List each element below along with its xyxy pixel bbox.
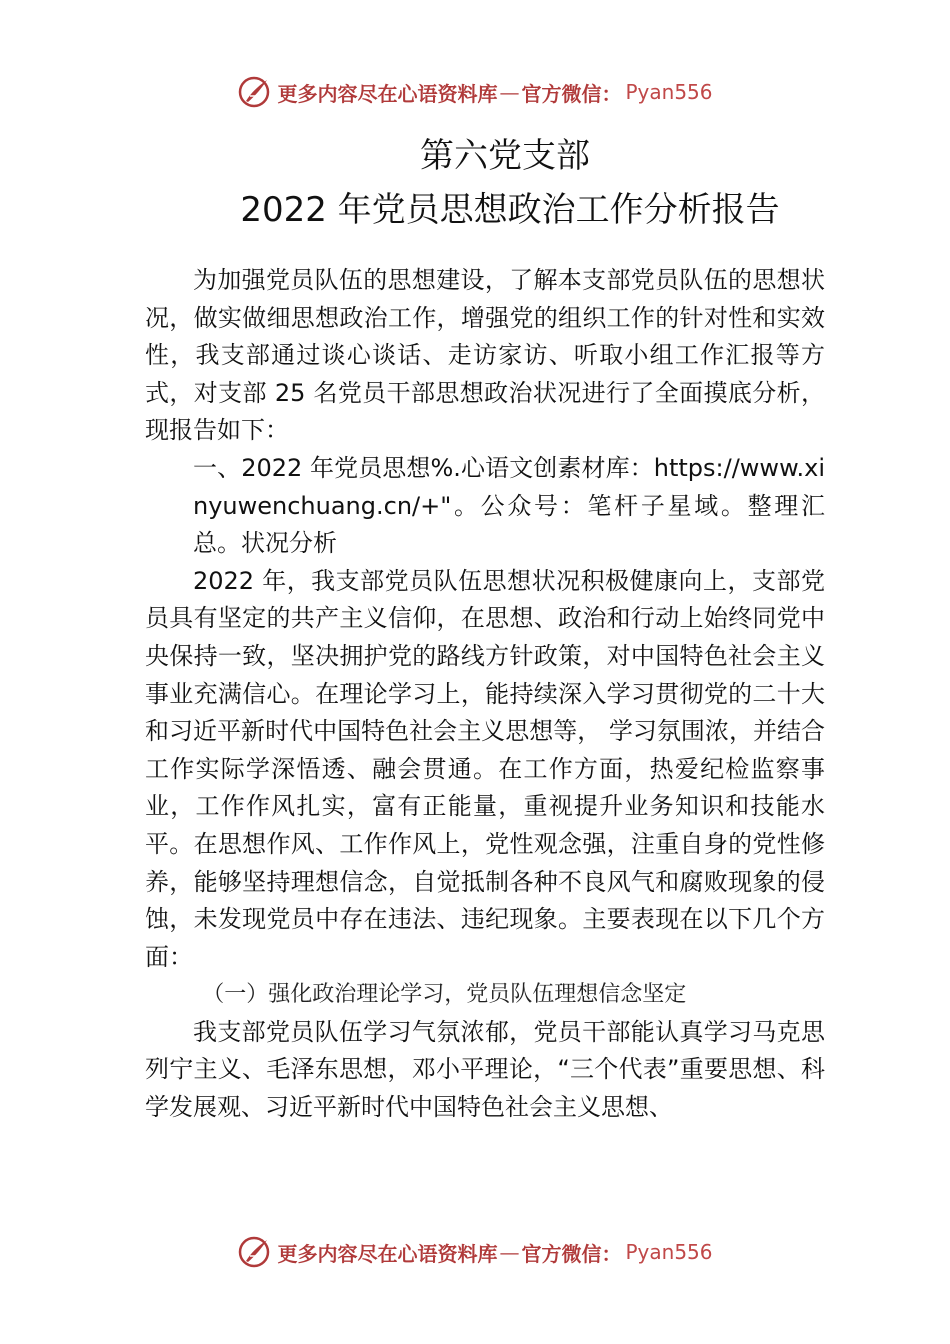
analysis-paragraph: 2022 年，我支部党员队伍思想状况积极健康向上，支部党员具有坚定的共产主义信仰，在思想、政治和行动上始终同党中央保持一致，坚决拥护党的路线方针政策，对中国特色社会主义事业充满信心。在理论学习上，能持续深入学习贯彻党的二十大和习近平新时代中国特色社会主义思想等， 学习氛围浓，并结合工作实际学深悟透、融会贯通。在工作方面，热爱纪检监察事业，工作作风扎实，富有正能量，重视提升业务知识和技能水平。在思想作风、工作作风上，党性观念强，注重自身的党性修养，能够坚持理想信念，自觉抵制各种不良风气和腐败现象的侵蚀，未发现党员中存在违法、违纪现象。主要表现在以下几个方面： (145, 566, 825, 971)
study-paragraph: 我支部党员队伍学习气氛浓郁，党员干部能认真学习马克思列宁主义、毛泽东思想，邓小平理论，“三个代表”重要思想、科学发展观、习近平新时代中国特色社会主义思想、 (145, 1017, 825, 1122)
banner-dash: — (499, 80, 520, 104)
footer-watermark-banner (0, 1232, 950, 1272)
document-body (145, 262, 825, 1127)
section-heading-1: 一、2022 年党员思想%.心语文创素材库：https://www.xinyuwenchuang.cn/+"。公众号：笔杆子星域。整理汇总。状况分析 (193, 453, 825, 558)
feather-seal-icon (237, 1235, 271, 1269)
document-title-line2: 2022 年党员思想政治工作分析报告 (240, 190, 780, 230)
subsection-heading-1: （一）强化政治理论学习，党员队伍理想信念坚定 (202, 982, 687, 1008)
intro-paragraph: 为加强党员队伍的思想建设，了解本支部党员队伍的思想状况，做实做细思想政治工作，增强党的组织工作的针对性和实效性，我支部通过谈心谈话、走访家访、听取小组工作汇报等方式，对支部 25 名党员干部思想政治状况进行了全面摸底分析，现报告如下： (145, 266, 825, 445)
banner-site-text: 更多内容尽在心语资料库 (277, 81, 498, 106)
banner-wechat-id: Pyan556 (625, 1240, 713, 1264)
document-title-line1: 第六党支部 (420, 136, 590, 176)
feather-seal-icon (237, 75, 271, 109)
banner-dash: — (499, 1240, 520, 1264)
banner-wechat-label: 官方微信： (521, 1241, 622, 1266)
banner-site-text: 更多内容尽在心语资料库 (277, 1241, 498, 1266)
header-watermark-banner (0, 72, 950, 112)
banner-wechat-id: Pyan556 (625, 80, 713, 104)
banner-wechat-label: 官方微信： (521, 81, 622, 106)
